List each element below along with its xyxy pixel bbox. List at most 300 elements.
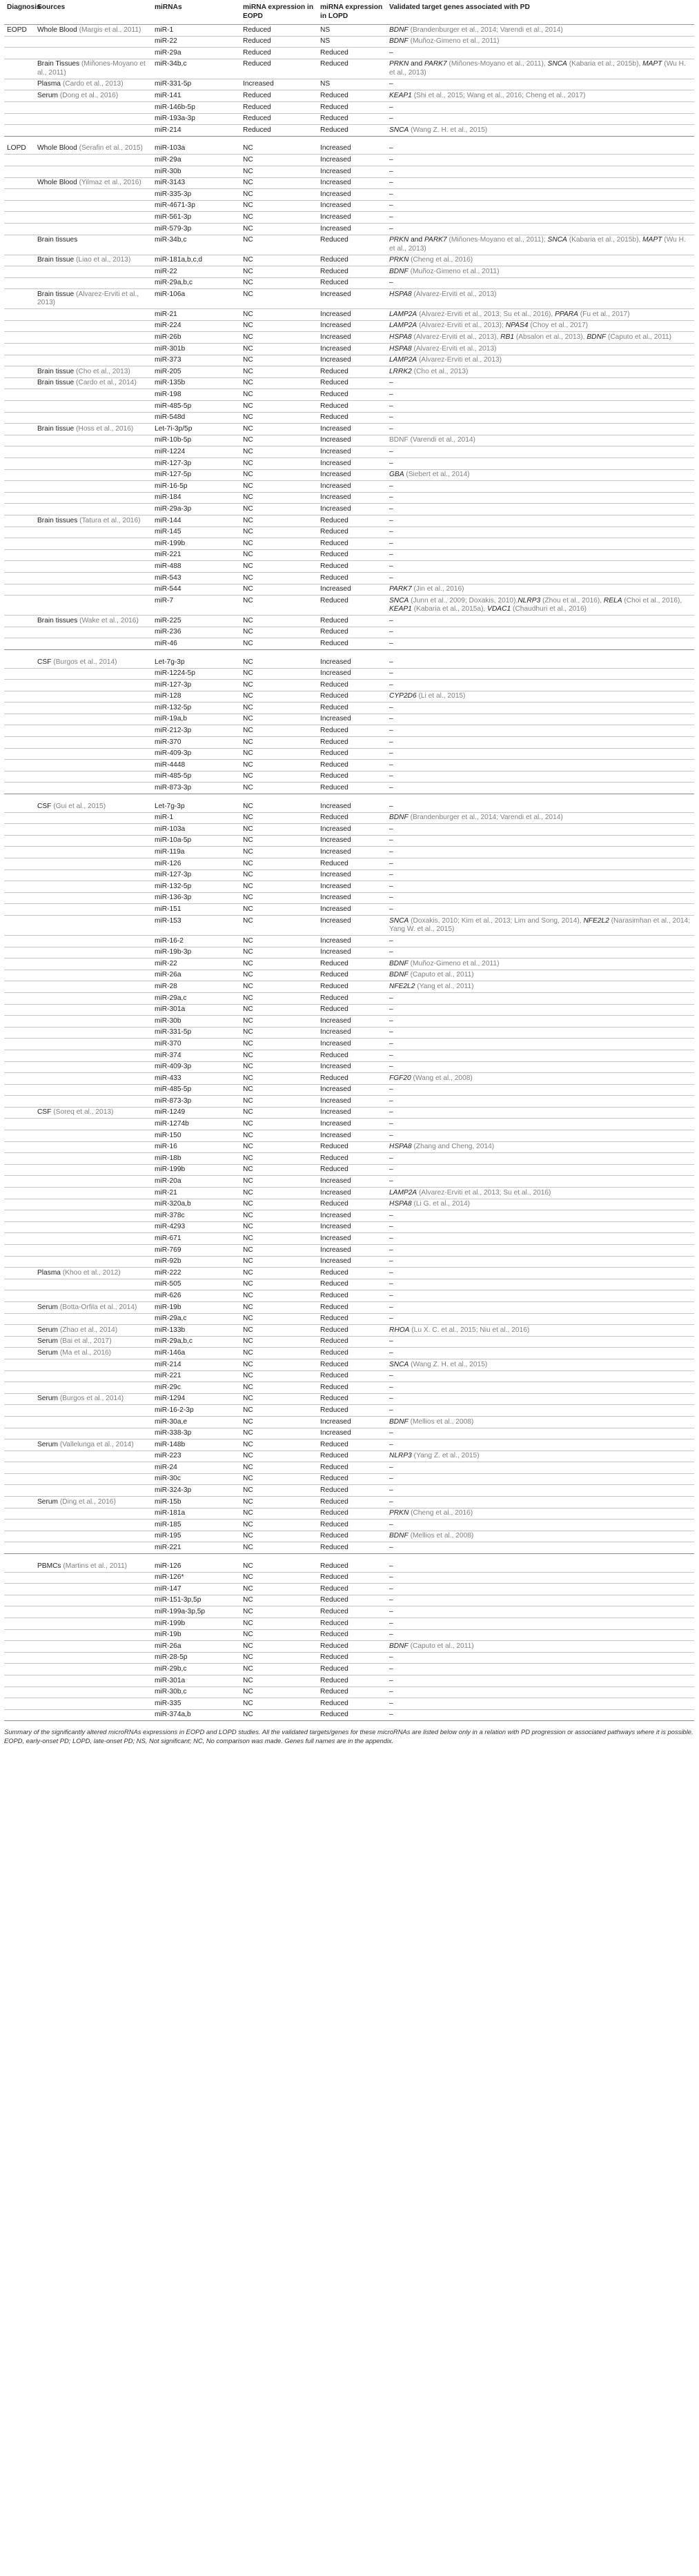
mirna-cell: miR-148b: [152, 1439, 240, 1451]
target-text: –: [389, 224, 393, 233]
target-genes-cell: [386, 1595, 694, 1606]
diagnosis-cell: [4, 1325, 35, 1337]
diagnosis-cell: [4, 332, 35, 344]
mirna-cell: miR-145: [152, 527, 240, 538]
lopd-expression-cell: Reduced: [317, 1141, 386, 1153]
source-citation: (Gui et al., 2015): [53, 802, 106, 810]
source-cell: [35, 101, 152, 113]
table-row: [4, 235, 694, 255]
target-text: –: [389, 1520, 393, 1528]
mirna-cell: miR-146b-5p: [152, 101, 240, 113]
diagnosis-cell: [4, 1652, 35, 1664]
table-row: [4, 1618, 694, 1630]
source-cell: [35, 981, 152, 993]
table-row: [4, 1210, 694, 1222]
header-mirnas: miRNAs: [152, 3, 240, 25]
mirna-cell: miR-29a,c: [152, 1313, 240, 1325]
gene-name: HSPA8: [389, 1143, 412, 1151]
table-row: [4, 538, 694, 550]
lopd-expression-cell: Increased: [317, 1107, 386, 1119]
gene-name: NFE2L2: [583, 916, 609, 925]
eopd-expression-cell: NC: [240, 725, 317, 737]
source-citation: (Miñones-Moyano et al., 2011): [37, 60, 146, 77]
gene-name: BDNF: [389, 37, 408, 46]
mirna-cell: miR-150: [152, 1130, 240, 1142]
diagnosis-cell: [4, 1027, 35, 1039]
eopd-expression-cell: NC: [240, 915, 317, 935]
target-genes-cell: [386, 223, 694, 235]
target-genes-cell: [386, 1485, 694, 1497]
source-cell: [35, 1359, 152, 1370]
gene-name: VDAC1: [487, 605, 511, 613]
eopd-expression-cell: NC: [240, 584, 317, 596]
target-genes-cell: [386, 1641, 694, 1653]
diagnosis-cell: [4, 824, 35, 836]
target-genes-cell: [386, 527, 694, 538]
source-cell: [35, 1188, 152, 1199]
source-cell: [35, 155, 152, 166]
eopd-expression-cell: NC: [240, 1652, 317, 1664]
lopd-expression-cell: Increased: [317, 947, 386, 958]
target-citation: (Doxakis, 2010; Kim et al., 2013; Lim and Song, 2014),: [408, 916, 584, 925]
lopd-expression-cell: Reduced: [317, 1290, 386, 1302]
target-citation: (Alvarez-Erviti et al., 2013),: [411, 333, 501, 342]
source-name: Brain tissues: [37, 236, 78, 244]
target-citation: (Siebert et al., 2014): [404, 471, 470, 479]
lopd-expression-cell: Reduced: [317, 1698, 386, 1710]
target-text: –: [389, 772, 393, 780]
source-cell: [35, 1382, 152, 1394]
eopd-expression-cell: NC: [240, 1451, 317, 1462]
source-citation: (Khoo et al., 2012): [62, 1268, 121, 1277]
mirna-cell: miR-29a-3p: [152, 504, 240, 515]
diagnosis-cell: [4, 783, 35, 794]
diagnosis-cell: [4, 1119, 35, 1130]
table-row: [4, 59, 694, 79]
source-cell: [35, 144, 152, 155]
mirna-cell: miR-543: [152, 572, 240, 584]
mirna-cell: miR-30a,e: [152, 1416, 240, 1428]
diagnosis-cell: [4, 1107, 35, 1119]
gene-name: SNCA: [547, 236, 567, 244]
table-row: [4, 36, 694, 48]
table-row: [4, 1584, 694, 1595]
source-name: Brain tissue: [37, 290, 75, 298]
mirna-cell: miR-19b-3p: [152, 947, 240, 958]
eopd-expression-cell: NC: [240, 266, 317, 278]
target-citation: (Shi et al., 2015; Wang et al., 2016; Cheng et al., 2017): [411, 91, 586, 99]
target-genes-cell: [386, 584, 694, 596]
eopd-expression-cell: NC: [240, 981, 317, 993]
eopd-expression-cell: NC: [240, 935, 317, 947]
source-cell: [35, 835, 152, 847]
target-citation: (Muñoz-Gimeno et al., 2011): [408, 959, 500, 967]
mirna-cell: miR-1224: [152, 446, 240, 458]
table-row: [4, 847, 694, 858]
eopd-expression-cell: NC: [240, 1709, 317, 1721]
table-row: [4, 25, 694, 37]
diagnosis-cell: [4, 702, 35, 714]
diagnosis-cell: [4, 1004, 35, 1016]
eopd-expression-cell: NC: [240, 1221, 317, 1233]
source-cell: [35, 915, 152, 935]
mirna-cell: miR-485-5p: [152, 1084, 240, 1096]
lopd-expression-cell: Reduced: [317, 970, 386, 981]
diagnosis-cell: [4, 266, 35, 278]
source-cell: [35, 289, 152, 309]
eopd-expression-cell: NC: [240, 332, 317, 344]
mirna-cell: miR-26b: [152, 332, 240, 344]
diagnosis-cell: [4, 892, 35, 904]
table-row: [4, 1004, 694, 1016]
eopd-expression-cell: NC: [240, 1405, 317, 1417]
source-cell: [35, 1451, 152, 1462]
mirna-cell: miR-409-3p: [152, 748, 240, 760]
header-sources: Sources: [35, 3, 152, 25]
lopd-expression-cell: Increased: [317, 469, 386, 481]
source-citation: (Tatura et al., 2016): [79, 516, 141, 524]
table-row: [4, 212, 694, 224]
diagnosis-cell: [4, 1698, 35, 1710]
target-genes-cell: [386, 113, 694, 125]
lopd-expression-cell: Increased: [317, 1210, 386, 1222]
eopd-expression-cell: NC: [240, 1290, 317, 1302]
mirna-cell: Let-7g-3p: [152, 657, 240, 668]
gene-name: BDNF: [389, 1642, 408, 1650]
diagnosis-cell: [4, 1595, 35, 1606]
diagnosis-cell: [4, 344, 35, 355]
lopd-expression-cell: Increased: [317, 177, 386, 189]
source-cell: [35, 1675, 152, 1687]
mirna-cell: miR-671: [152, 1233, 240, 1245]
source-cell: [35, 1061, 152, 1073]
gene-name: HSPA8: [389, 333, 412, 342]
diagnosis-cell: [4, 355, 35, 366]
target-text: –: [389, 871, 393, 879]
eopd-expression-cell: NC: [240, 596, 317, 616]
table-row: [4, 835, 694, 847]
mirna-cell: miR-873-3p: [152, 1096, 240, 1108]
target-genes-cell: [386, 760, 694, 771]
mirna-cell: miR-141: [152, 90, 240, 102]
table-row: [4, 935, 694, 947]
eopd-expression-cell: NC: [240, 166, 317, 177]
diagnosis-cell: [4, 235, 35, 255]
target-genes-cell: [386, 469, 694, 481]
target-genes-cell: [386, 812, 694, 824]
lopd-expression-cell: Reduced: [317, 59, 386, 79]
target-citation: (Wu H. et al., 2013): [389, 236, 686, 253]
table-row: [4, 596, 694, 616]
eopd-expression-cell: NC: [240, 366, 317, 378]
table-row: [4, 1439, 694, 1451]
target-genes-cell: [386, 1675, 694, 1687]
table-row: [4, 1393, 694, 1405]
target-citation: (Alvarez-Erviti et al., 2013): [411, 290, 497, 298]
table-row: [4, 1416, 694, 1428]
diagnosis-cell: [4, 748, 35, 760]
table-row: [4, 355, 694, 366]
target-genes-cell: [386, 515, 694, 527]
source-citation: (Botta-Orfila et al., 2014): [59, 1303, 137, 1311]
eopd-expression-cell: NC: [240, 515, 317, 527]
target-genes-cell: [386, 657, 694, 668]
diagnosis-cell: [4, 223, 35, 235]
target-genes-cell: [386, 596, 694, 616]
target-genes-cell: [386, 981, 694, 993]
target-text: –: [389, 551, 393, 559]
source-cell: [35, 1233, 152, 1245]
table-row: [4, 1119, 694, 1130]
target-citation: (Zhou et al., 2016),: [540, 596, 604, 604]
lopd-expression-cell: Reduced: [317, 1641, 386, 1653]
mirna-cell: miR-4671-3p: [152, 200, 240, 212]
eopd-expression-cell: NC: [240, 824, 317, 836]
table-row: [4, 1348, 694, 1359]
eopd-expression-cell: NC: [240, 1508, 317, 1520]
source-citation: (Ma et al., 2016): [59, 1348, 112, 1357]
diagnosis-cell: [4, 1675, 35, 1687]
table-row: [4, 277, 694, 289]
target-genes-cell: [386, 847, 694, 858]
diagnosis-cell: [4, 801, 35, 812]
diagnosis-cell: [4, 549, 35, 561]
source-cell: [35, 858, 152, 870]
target-citation: (Kabaria et al., 2015b),: [567, 236, 643, 244]
diagnosis-cell: [4, 320, 35, 332]
mirna-cell: miR-433: [152, 1073, 240, 1085]
table-row: [4, 189, 694, 201]
eopd-expression-cell: NC: [240, 1393, 317, 1405]
gene-name: PRKN: [389, 236, 409, 244]
target-genes-cell: [386, 389, 694, 401]
eopd-expression-cell: NC: [240, 1325, 317, 1337]
table-row: [4, 616, 694, 627]
lopd-expression-cell: Reduced: [317, 515, 386, 527]
eopd-expression-cell: NC: [240, 401, 317, 413]
mirna-cell: miR-1224-5p: [152, 668, 240, 680]
lopd-expression-cell: Increased: [317, 344, 386, 355]
target-genes-cell: [386, 1039, 694, 1050]
mirna-cell: miR-212-3p: [152, 725, 240, 737]
target-genes-cell: [386, 424, 694, 435]
target-text: –: [389, 1005, 393, 1014]
table-row: [4, 572, 694, 584]
source-cell: [35, 1508, 152, 1520]
source-cell: [35, 481, 152, 493]
target-text: –: [389, 48, 393, 57]
source-citation: (Bai et al., 2017): [59, 1337, 112, 1346]
gene-name: LRRK2: [389, 367, 412, 375]
eopd-expression-cell: NC: [240, 424, 317, 435]
eopd-expression-cell: NC: [240, 481, 317, 493]
target-citation: (Alvarez-Erviti et al., 2013);: [417, 322, 506, 330]
target-text: –: [389, 1429, 393, 1437]
target-text: –: [389, 1475, 393, 1483]
source-cell: [35, 783, 152, 794]
eopd-expression-cell: NC: [240, 1061, 317, 1073]
source-cell: [35, 1107, 152, 1119]
lopd-expression-cell: Reduced: [317, 1370, 386, 1382]
lopd-expression-cell: Increased: [317, 320, 386, 332]
table-row: [4, 812, 694, 824]
target-genes-cell: [386, 737, 694, 749]
target-text: –: [389, 836, 393, 845]
gene-name: PRKN: [389, 1509, 409, 1517]
source-cell: [35, 515, 152, 527]
table-row: [4, 1485, 694, 1497]
target-citation: (Wu H. et al., 2013): [389, 60, 686, 77]
eopd-expression-cell: NC: [240, 668, 317, 680]
target-citation: (Yang et al., 2011): [415, 982, 474, 990]
source-name: Serum: [37, 1497, 59, 1506]
target-text: –: [389, 1108, 393, 1117]
mirna-cell: miR-136-3p: [152, 892, 240, 904]
mirna-cell: miR-127-3p: [152, 680, 240, 691]
target-text: –: [389, 1463, 393, 1471]
eopd-expression-cell: NC: [240, 1084, 317, 1096]
target-text: –: [389, 167, 393, 175]
eopd-expression-cell: NC: [240, 1176, 317, 1188]
mirna-cell: miR-320a,b: [152, 1199, 240, 1210]
eopd-expression-cell: NC: [240, 212, 317, 224]
target-genes-cell: [386, 166, 694, 177]
target-genes-cell: [386, 1652, 694, 1664]
gene-name: LAMP2A: [389, 356, 417, 364]
target-text: –: [389, 1337, 393, 1346]
table-row: [4, 344, 694, 355]
mirna-cell: miR-151-3p,5p: [152, 1595, 240, 1606]
source-name: PBMCs: [37, 1562, 61, 1570]
diagnosis-cell: [4, 1687, 35, 1698]
lopd-expression-cell: Increased: [317, 289, 386, 309]
mirna-cell: miR-185: [152, 1520, 240, 1531]
eopd-expression-cell: NC: [240, 255, 317, 266]
lopd-expression-cell: Reduced: [317, 1675, 386, 1687]
gene-name: SNCA: [389, 596, 409, 604]
mirna-cell: miR-29a,c: [152, 992, 240, 1004]
gene-name: BDNF: [389, 26, 408, 34]
eopd-expression-cell: NC: [240, 1698, 317, 1710]
target-genes-cell: [386, 344, 694, 355]
target-citation: (Brandenburger et al., 2014; Varendi et al., 2014): [408, 814, 563, 822]
target-genes-cell: [386, 1096, 694, 1108]
eopd-expression-cell: Reduced: [240, 125, 317, 137]
mirna-cell: miR-119a: [152, 847, 240, 858]
diagnosis-cell: [4, 101, 35, 113]
mirna-cell: miR-301a: [152, 1004, 240, 1016]
target-text: –: [389, 628, 393, 636]
lopd-expression-cell: Reduced: [317, 1199, 386, 1210]
eopd-expression-cell: NC: [240, 801, 317, 812]
lopd-expression-cell: Reduced: [317, 1393, 386, 1405]
lopd-expression-cell: Reduced: [317, 48, 386, 59]
eopd-expression-cell: NC: [240, 835, 317, 847]
target-citation: (Mellios et al., 2008): [408, 1417, 474, 1426]
target-text: –: [389, 936, 393, 945]
mirna-cell: miR-373: [152, 355, 240, 366]
source-cell: [35, 572, 152, 584]
lopd-expression-cell: Reduced: [317, 389, 386, 401]
diagnosis-cell: [4, 1141, 35, 1153]
gene-name: SNCA: [389, 916, 409, 925]
target-text: –: [389, 1291, 393, 1299]
mirna-cell: miR-19b: [152, 1301, 240, 1313]
mirna-cell: miR-548d: [152, 412, 240, 424]
gene-name: FGF20: [389, 1074, 411, 1082]
target-genes-cell: [386, 59, 694, 79]
eopd-expression-cell: NC: [240, 458, 317, 470]
source-cell: [35, 847, 152, 858]
source-name: CSF: [37, 1108, 52, 1117]
table-row: [4, 1188, 694, 1199]
source-cell: [35, 1542, 152, 1554]
mirna-cell: miR-221: [152, 549, 240, 561]
mirna-cell: miR-30c: [152, 1473, 240, 1485]
source-cell: [35, 1405, 152, 1417]
mirna-cell: miR-29a,b,c: [152, 277, 240, 289]
target-genes-cell: [386, 1664, 694, 1675]
target-text: and: [408, 236, 424, 244]
lopd-expression-cell: Reduced: [317, 702, 386, 714]
mirna-cell: miR-19b: [152, 1629, 240, 1641]
table-row: [4, 1520, 694, 1531]
target-citation: (Brandenburger et al., 2014; Varendi et al., 2014): [408, 26, 563, 34]
target-genes-cell: [386, 125, 694, 137]
table-row: [4, 266, 694, 278]
target-genes-cell: [386, 1462, 694, 1474]
target-genes-cell: [386, 1164, 694, 1176]
eopd-expression-cell: NC: [240, 992, 317, 1004]
target-genes-cell: [386, 1210, 694, 1222]
table-row: [4, 561, 694, 573]
mirna-cell: miR-181a: [152, 1508, 240, 1520]
target-genes-cell: [386, 881, 694, 893]
target-text: –: [389, 1063, 393, 1071]
source-cell: [35, 992, 152, 1004]
target-text: –: [389, 1303, 393, 1311]
mirna-cell: Let-7g-3p: [152, 801, 240, 812]
target-genes-cell: [386, 144, 694, 155]
target-genes-cell: [386, 714, 694, 725]
eopd-expression-cell: NC: [240, 1348, 317, 1359]
mirna-cell: miR-579-3p: [152, 223, 240, 235]
diagnosis-cell: [4, 1061, 35, 1073]
target-genes-cell: [386, 492, 694, 504]
target-genes-cell: [386, 177, 694, 189]
target-text: –: [389, 1562, 393, 1570]
gene-name: HSPA8: [389, 344, 412, 353]
source-cell: [35, 223, 152, 235]
target-text: –: [389, 504, 393, 513]
source-cell: [35, 424, 152, 435]
lopd-expression-cell: Increased: [317, 309, 386, 321]
lopd-expression-cell: Increased: [317, 1130, 386, 1142]
source-citation: (Martins et al., 2011): [63, 1562, 128, 1570]
lopd-expression-cell: Reduced: [317, 1405, 386, 1417]
gene-name: GBA: [389, 471, 404, 479]
eopd-expression-cell: Reduced: [240, 90, 317, 102]
diagnosis-label: LOPD: [7, 144, 26, 153]
eopd-expression-cell: Reduced: [240, 113, 317, 125]
eopd-expression-cell: NC: [240, 1595, 317, 1606]
eopd-expression-cell: NC: [240, 1561, 317, 1572]
source-cell: [35, 79, 152, 90]
eopd-expression-cell: NC: [240, 680, 317, 691]
lopd-expression-cell: Reduced: [317, 113, 386, 125]
mirna-cell: miR-199a-3p,5p: [152, 1606, 240, 1618]
target-text: –: [389, 413, 393, 422]
